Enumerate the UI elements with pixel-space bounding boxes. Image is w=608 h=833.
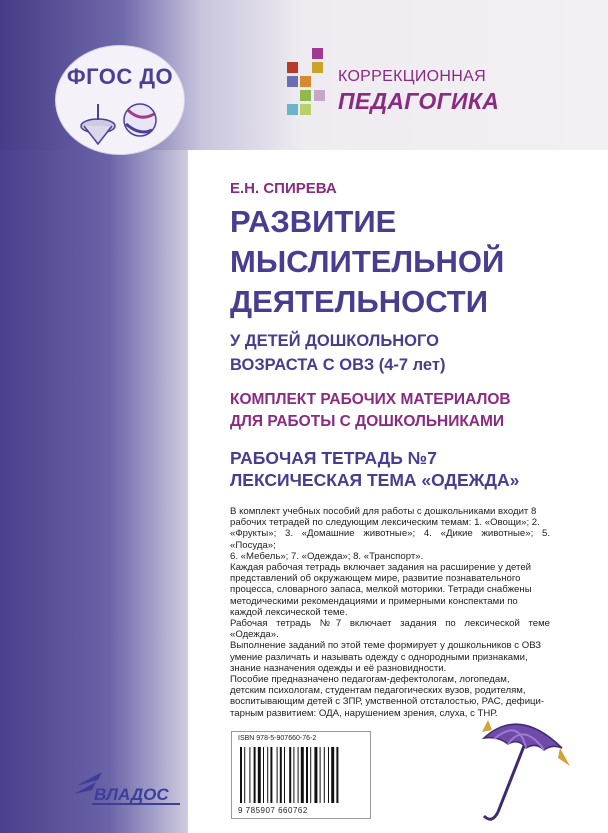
body-line: представлений об окружающем мире, развитие познавательного	[230, 573, 521, 585]
barcode-bar	[328, 747, 329, 803]
barcode-bar	[298, 747, 299, 803]
barcode-bar	[306, 747, 308, 803]
barcode-icon	[238, 747, 364, 803]
body-line: В комплект учебных пособий для работы с дошкольниками входит 8	[230, 506, 537, 517]
body-line: детским психологам, студентам педагогических вузов, родителям,	[230, 685, 526, 697]
kit-line: КОМПЛЕКТ РАБОЧИХ МАТЕРИАЛОВ	[230, 391, 511, 408]
subtitle-line: У ДЕТЕЙ ДОШКОЛЬНОГО	[230, 332, 439, 350]
barcode-bar	[249, 747, 250, 803]
workbook-line: ЛЕКСИЧЕСКАЯ ТЕМА «ОДЕЖДА»	[230, 470, 520, 490]
fgos-badge	[55, 45, 185, 155]
publisher-logo	[72, 768, 184, 808]
body-line: тарным развитием: ОДА, нарушением зрения, слуха, с ТНР.	[230, 707, 498, 719]
barcode-bar	[267, 747, 268, 803]
body-line: воспитывающим детей с ЗПР, умственной отсталостью, РАС, дефици-	[230, 696, 545, 708]
body-line: Каждая рабочая тетрадь включает задания на расширение у детей	[230, 562, 532, 574]
series-logo-icon	[287, 48, 335, 118]
workbook-line: РАБОЧАЯ ТЕТРАДЬ №7	[230, 448, 437, 468]
barcode-bar	[254, 747, 256, 803]
subtitle	[230, 329, 445, 377]
barcode-bar	[240, 747, 242, 803]
workbook-heading	[230, 447, 519, 491]
title-line: МЫСЛИТЕЛЬНОЙ	[230, 244, 505, 279]
subtitle-line: ВОЗРАСТА С ОВЗ (4-7 лет)	[230, 356, 446, 374]
barcode-bar	[270, 747, 272, 803]
isbn-barcode	[231, 731, 371, 819]
body-line: методическими рекомендациями и примерными конспектами по	[230, 595, 518, 607]
barcode-bar	[244, 747, 245, 803]
isbn-number: ISBN 978-5-907660-76-2	[238, 735, 317, 742]
barcode-bar	[324, 747, 325, 803]
toys-icon	[68, 92, 172, 152]
body-line: каждой лексической теме.	[230, 606, 348, 618]
barcode-bar	[263, 747, 264, 803]
body-line: рабочих тетрадей по следующим лексическим темам: 1. «Овощи»; 2.	[230, 517, 540, 529]
barcode-bar	[277, 747, 278, 803]
body-line: Пособие предназначено педагогам-дефектологам, логопедам,	[230, 674, 510, 686]
ean-digits: 9 785907 660762	[238, 806, 308, 815]
barcode-bar	[284, 747, 285, 803]
barcode-bar	[289, 747, 291, 803]
body-line: 6. «Мебель»; 7. «Одежда»; 8. «Транспорт».	[230, 550, 424, 562]
barcode-bar	[301, 747, 304, 803]
kit-line: ДЛЯ РАБОТЫ С ДОШКОЛЬНИКАМИ	[230, 413, 505, 430]
series-name-line2: ПЕДАГОГИКА	[338, 88, 500, 114]
body-line: процесса, словарного запаса, мелкой моторики. Тетради снабжены	[230, 584, 532, 596]
kit-heading	[230, 389, 511, 433]
series-name-line1: КОРРЕКЦИОННАЯ	[338, 68, 486, 85]
barcode-bar	[258, 747, 261, 803]
body-line: «Фрукты»; 3. «Домашние животные»; 4. «Дикие животные»; 5. «Посуда»;	[230, 528, 550, 551]
barcode-bar	[280, 747, 282, 803]
body-line: Выполнение заданий по этой теме формирует у дошкольников с ОВЗ	[230, 640, 542, 652]
title-line: РАЗВИТИЕ	[230, 204, 397, 239]
publisher-name: ВЛАДОС	[94, 785, 169, 804]
body-line: Рабочая тетрадь №7 включает задания по лексической теме «Одежда».	[230, 618, 550, 641]
title-line: ДЕЯТЕЛЬНОСТИ	[230, 284, 489, 319]
barcode-bar	[331, 747, 334, 803]
body-line: знание назначения одежды и её разновидности.	[230, 662, 447, 674]
barcode-bar	[310, 747, 311, 803]
barcode-bar	[320, 747, 321, 803]
author: Е.Н. СПИРЕВА	[230, 180, 337, 197]
barcode-bar	[336, 747, 338, 803]
annotation-text	[230, 506, 550, 719]
body-line: умение различать и называть одежду с однородными признаками,	[230, 651, 528, 663]
barcode-bar	[293, 747, 294, 803]
umbrella-icon	[464, 708, 584, 828]
book-title	[230, 202, 504, 322]
fgos-label: ФГОС ДО	[66, 64, 174, 89]
barcode-bar	[314, 747, 317, 803]
